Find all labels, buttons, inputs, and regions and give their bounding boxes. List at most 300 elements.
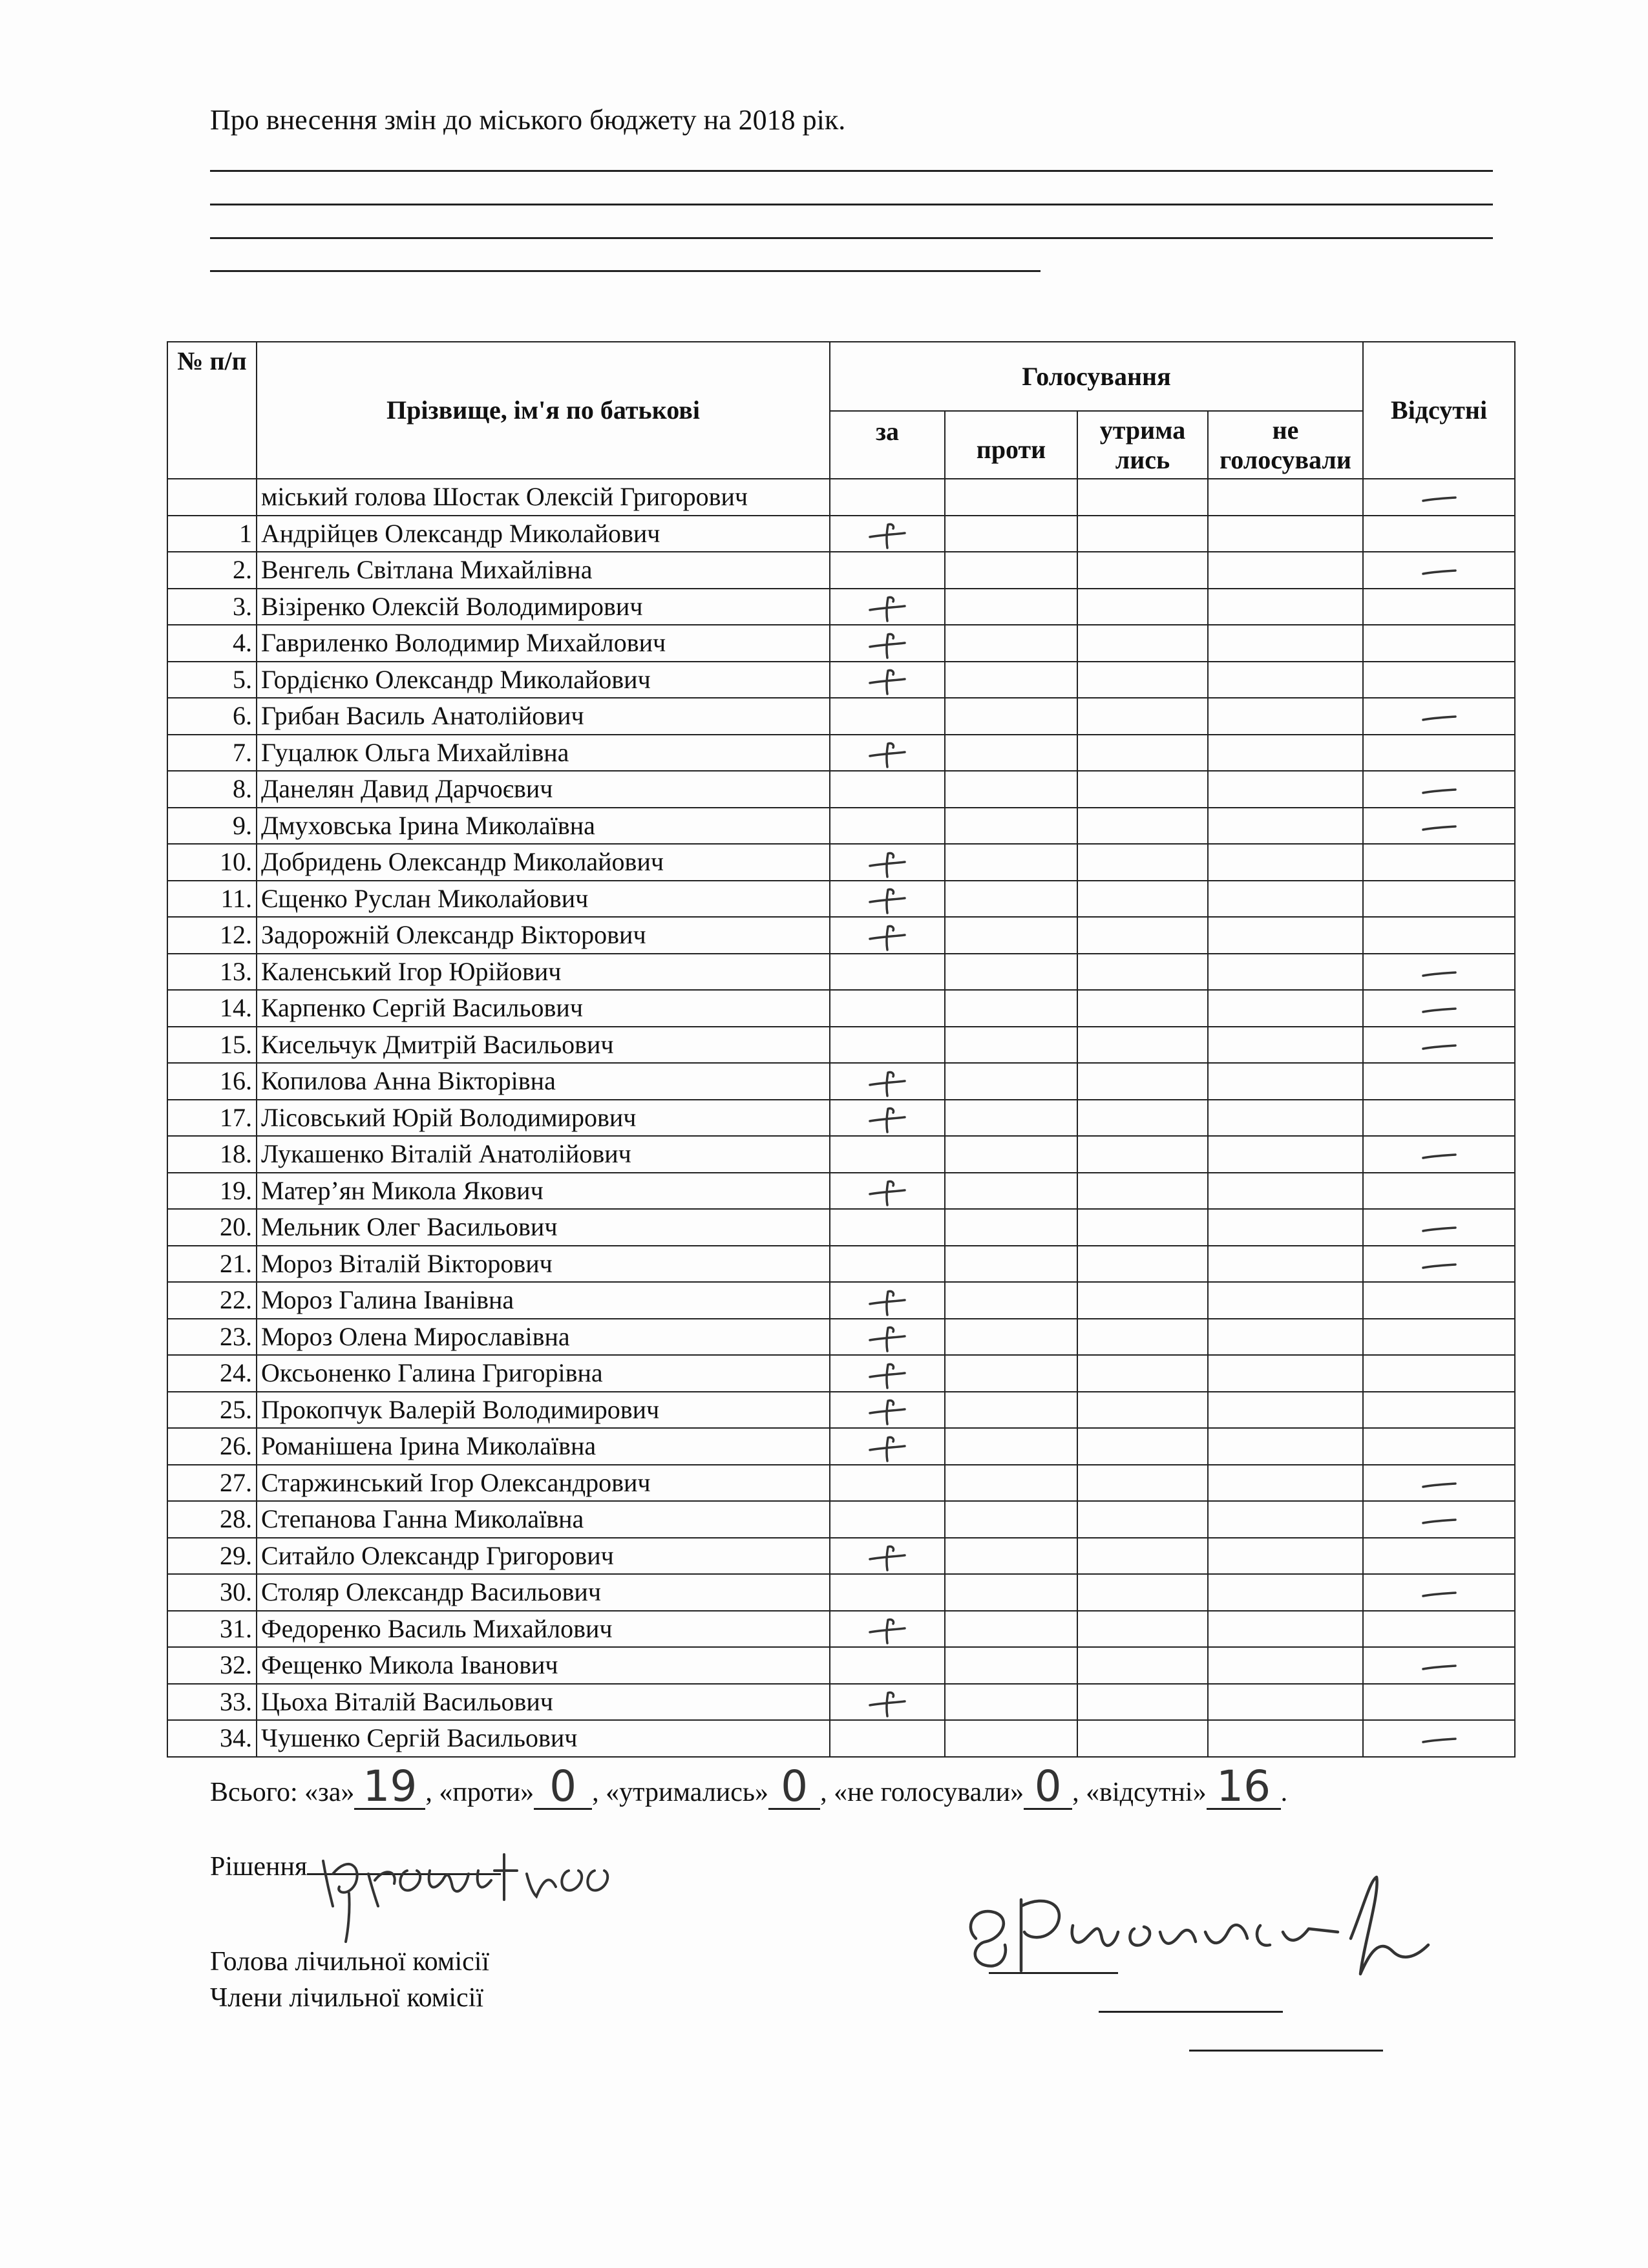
cell-abstained <box>1077 1209 1208 1246</box>
cell-absent <box>1363 1428 1515 1465</box>
cell-absent <box>1363 1136 1515 1173</box>
cell-abstained <box>1077 479 1208 516</box>
cell-for <box>830 479 945 516</box>
row-number: 33. <box>167 1684 257 1721</box>
cell-abstained <box>1077 1720 1208 1757</box>
cell-abstained <box>1077 954 1208 991</box>
cell-against <box>945 1392 1077 1429</box>
row-number: 8. <box>167 771 257 808</box>
cell-abstained <box>1077 1465 1208 1502</box>
cell-against <box>945 1246 1077 1283</box>
row-name: Лісовський Юрій Володимирович <box>257 1100 830 1137</box>
plus-mark-icon <box>865 628 910 657</box>
cell-not-voted <box>1208 552 1363 589</box>
row-number: 18. <box>167 1136 257 1173</box>
dash-mark-icon <box>1417 1723 1462 1752</box>
table-row <box>167 1027 1515 1064</box>
cell-for <box>830 1100 945 1137</box>
header-for: за <box>830 411 945 479</box>
cell-for <box>830 1246 945 1283</box>
cell-absent <box>1363 844 1515 881</box>
cell-abstained <box>1077 1100 1208 1137</box>
table-row <box>167 625 1515 662</box>
vote-summary <box>210 1761 1288 1811</box>
cell-abstained <box>1077 625 1208 662</box>
cell-against <box>945 1282 1077 1319</box>
cell-not-voted <box>1208 625 1363 662</box>
cell-against <box>945 1428 1077 1465</box>
cell-not-voted <box>1208 735 1363 772</box>
cell-abstained <box>1077 1173 1208 1210</box>
cell-abstained <box>1077 1428 1208 1465</box>
cell-against <box>945 1574 1077 1611</box>
cell-against <box>945 954 1077 991</box>
row-number <box>167 479 257 516</box>
cell-not-voted <box>1208 698 1363 735</box>
cell-not-voted <box>1208 1209 1363 1246</box>
table-row <box>167 1209 1515 1246</box>
cell-absent <box>1363 1100 1515 1137</box>
cell-not-voted <box>1208 881 1363 918</box>
cell-absent <box>1363 516 1515 552</box>
dash-mark-icon <box>1417 1504 1462 1533</box>
cell-not-voted <box>1208 1027 1363 1064</box>
cell-absent <box>1363 1574 1515 1611</box>
cell-against <box>945 990 1077 1027</box>
summary-end: . <box>1280 1778 1288 1807</box>
cell-not-voted <box>1208 1282 1363 1319</box>
plus-mark-icon <box>865 1285 910 1314</box>
row-name: Чушенко Сергій Васильович <box>257 1720 830 1757</box>
cell-abstained <box>1077 1246 1208 1283</box>
cell-against <box>945 479 1077 516</box>
cell-not-voted <box>1208 1647 1363 1684</box>
cell-for <box>830 735 945 772</box>
cell-against <box>945 808 1077 845</box>
plus-mark-icon <box>865 1431 910 1460</box>
row-name: Гордієнко Олександр Миколайович <box>257 662 830 698</box>
row-number: 22. <box>167 1282 257 1319</box>
cell-absent <box>1363 1611 1515 1648</box>
row-name: Фещенко Микола Іванович <box>257 1647 830 1684</box>
dash-mark-icon <box>1417 555 1462 584</box>
decision-handwriting <box>310 1835 672 1945</box>
cell-not-voted <box>1208 1136 1363 1173</box>
cell-abstained <box>1077 516 1208 552</box>
cell-abstained <box>1077 808 1208 845</box>
title-underline-2 <box>210 204 1493 205</box>
row-name: Гавриленко Володимир Михайлович <box>257 625 830 662</box>
dash-mark-icon <box>1417 1249 1462 1278</box>
plus-mark-icon <box>865 1358 910 1387</box>
cell-for <box>830 1538 945 1575</box>
cell-against <box>945 1319 1077 1356</box>
cell-against <box>945 1100 1077 1137</box>
cell-for <box>830 771 945 808</box>
cell-absent <box>1363 1063 1515 1100</box>
cell-against <box>945 844 1077 881</box>
cell-for <box>830 1501 945 1538</box>
cell-absent <box>1363 990 1515 1027</box>
commission-head-label: Голова лічильної комісії <box>210 1947 490 1977</box>
row-number: 31. <box>167 1611 257 1648</box>
dash-mark-icon <box>1417 957 1462 986</box>
cell-not-voted <box>1208 1574 1363 1611</box>
absent-count: 16 <box>1216 1761 1271 1811</box>
row-name: Оксьоненко Галина Григорівна <box>257 1355 830 1392</box>
cell-not-voted <box>1208 1501 1363 1538</box>
row-name: Мороз Олена Мирославівна <box>257 1319 830 1356</box>
plus-mark-icon <box>865 1175 910 1204</box>
row-number: 5. <box>167 662 257 698</box>
cell-against <box>945 625 1077 662</box>
cell-for <box>830 917 945 954</box>
member-signature-line-2 <box>1189 2050 1383 2052</box>
cell-for <box>830 1063 945 1100</box>
row-name: Каленський Ігор Юрійович <box>257 954 830 991</box>
dash-mark-icon <box>1417 701 1462 730</box>
cell-for <box>830 1465 945 1502</box>
row-number: 6. <box>167 698 257 735</box>
cell-not-voted <box>1208 1392 1363 1429</box>
cell-absent <box>1363 698 1515 735</box>
cell-for <box>830 954 945 991</box>
plus-mark-icon <box>865 920 910 949</box>
cell-abstained <box>1077 589 1208 625</box>
row-number: 19. <box>167 1173 257 1210</box>
cell-absent <box>1363 1684 1515 1721</box>
title-underline-3 <box>210 237 1493 239</box>
table-row <box>167 698 1515 735</box>
not-voted-count: 0 <box>1034 1761 1062 1811</box>
table-row <box>167 808 1515 845</box>
cell-for <box>830 1647 945 1684</box>
row-name: Лукашенко Віталій Анатолійович <box>257 1136 830 1173</box>
row-name: Мороз Віталій Вікторович <box>257 1246 830 1283</box>
table-row <box>167 735 1515 772</box>
row-name: Венгель Світлана Михайлівна <box>257 552 830 589</box>
cell-not-voted <box>1208 1173 1363 1210</box>
row-name: Матер’ян Микола Якович <box>257 1173 830 1210</box>
table-row <box>167 1319 1515 1356</box>
cell-abstained <box>1077 1684 1208 1721</box>
cell-for <box>830 625 945 662</box>
cell-for <box>830 1428 945 1465</box>
table-row <box>167 1246 1515 1283</box>
row-number: 29. <box>167 1538 257 1575</box>
cell-for <box>830 1720 945 1757</box>
row-number: 1 <box>167 516 257 552</box>
for-count: 19 <box>363 1761 417 1811</box>
summary-label-absent: , «відсутні» <box>1072 1778 1207 1807</box>
row-number: 17. <box>167 1100 257 1137</box>
cell-abstained <box>1077 735 1208 772</box>
dash-mark-icon <box>1417 993 1462 1022</box>
cell-against <box>945 771 1077 808</box>
cell-against <box>945 1501 1077 1538</box>
dash-mark-icon <box>1417 1212 1462 1241</box>
cell-not-voted <box>1208 917 1363 954</box>
cell-against <box>945 1538 1077 1575</box>
cell-absent <box>1363 479 1515 516</box>
row-name: Дмуховська Ірина Миколаївна <box>257 808 830 845</box>
cell-against <box>945 662 1077 698</box>
plus-mark-icon <box>865 1540 910 1570</box>
cell-absent <box>1363 1392 1515 1429</box>
cell-abstained <box>1077 1063 1208 1100</box>
cell-not-voted <box>1208 479 1363 516</box>
cell-absent <box>1363 1355 1515 1392</box>
cell-abstained <box>1077 881 1208 918</box>
cell-not-voted <box>1208 1538 1363 1575</box>
header-not-voted: не голосували <box>1208 411 1363 479</box>
dash-mark-icon <box>1417 1577 1462 1606</box>
against-count: 0 <box>549 1761 577 1811</box>
cell-against <box>945 1611 1077 1648</box>
cell-absent <box>1363 917 1515 954</box>
row-name: Федоренко Василь Михайлович <box>257 1611 830 1648</box>
summary-label-not-voted: , «не голосували» <box>820 1778 1024 1807</box>
table-row <box>167 1173 1515 1210</box>
cell-abstained <box>1077 698 1208 735</box>
summary-label-against: , «проти» <box>425 1778 534 1807</box>
dash-mark-icon <box>1417 1030 1462 1059</box>
plus-mark-icon <box>865 847 910 876</box>
cell-abstained <box>1077 1319 1208 1356</box>
row-name: Степанова Ганна Миколаївна <box>257 1501 830 1538</box>
cell-for <box>830 1611 945 1648</box>
table-row <box>167 516 1515 552</box>
row-number: 32. <box>167 1647 257 1684</box>
row-name: Мороз Галина Іванівна <box>257 1282 830 1319</box>
table-row <box>167 954 1515 991</box>
row-name: Андрійцев Олександр Миколайович <box>257 516 830 552</box>
row-number: 12. <box>167 917 257 954</box>
cell-abstained <box>1077 917 1208 954</box>
row-number: 11. <box>167 881 257 918</box>
cell-abstained <box>1077 1282 1208 1319</box>
cell-absent <box>1363 735 1515 772</box>
table-row <box>167 1684 1515 1721</box>
cell-for <box>830 1173 945 1210</box>
cell-absent <box>1363 552 1515 589</box>
cell-not-voted <box>1208 808 1363 845</box>
cell-for <box>830 516 945 552</box>
cell-against <box>945 1465 1077 1502</box>
plus-mark-icon <box>865 1394 910 1423</box>
cell-abstained <box>1077 1501 1208 1538</box>
cell-against <box>945 1063 1077 1100</box>
commission-members-label: Члени лічильної комісії <box>210 1983 484 2013</box>
row-name: Цьоха Віталій Васильович <box>257 1684 830 1721</box>
row-number: 26. <box>167 1428 257 1465</box>
header-abstained: утрима лись <box>1077 411 1208 479</box>
cell-against <box>945 1647 1077 1684</box>
plus-mark-icon <box>865 1613 910 1643</box>
commission-signature <box>950 1867 1532 2016</box>
table-row <box>167 917 1515 954</box>
cell-for <box>830 1355 945 1392</box>
row-name: Грибан Василь Анатолійович <box>257 698 830 735</box>
table-row <box>167 479 1515 516</box>
header-voting: Голосування <box>830 342 1363 411</box>
cell-abstained <box>1077 552 1208 589</box>
table-row <box>167 1465 1515 1502</box>
row-name: Візіренко Олексій Володимирович <box>257 589 830 625</box>
cell-abstained <box>1077 1611 1208 1648</box>
summary-label-abstained: , «утримались» <box>592 1778 769 1807</box>
dash-mark-icon <box>1417 1468 1462 1497</box>
cell-not-voted <box>1208 954 1363 991</box>
table-row <box>167 1428 1515 1465</box>
row-name: Мельник Олег Васильович <box>257 1209 830 1246</box>
row-number: 13. <box>167 954 257 991</box>
row-number: 10. <box>167 844 257 881</box>
cell-absent <box>1363 771 1515 808</box>
cell-abstained <box>1077 1392 1208 1429</box>
cell-absent <box>1363 1209 1515 1246</box>
table-row <box>167 1063 1515 1100</box>
row-number: 23. <box>167 1319 257 1356</box>
dash-mark-icon <box>1417 1650 1462 1679</box>
cell-not-voted <box>1208 1100 1363 1137</box>
cell-absent <box>1363 589 1515 625</box>
row-name: Прокопчук Валерій Володимирович <box>257 1392 830 1429</box>
row-name: Старжинський Ігор Олександрович <box>257 1465 830 1502</box>
cell-not-voted <box>1208 1063 1363 1100</box>
row-name: Копилова Анна Вікторівна <box>257 1063 830 1100</box>
table-row <box>167 1282 1515 1319</box>
cell-absent <box>1363 1647 1515 1684</box>
cell-not-voted <box>1208 1355 1363 1392</box>
row-name: Гуцалюк Ольга Михайлівна <box>257 735 830 772</box>
row-number: 24. <box>167 1355 257 1392</box>
cell-for <box>830 1392 945 1429</box>
cell-not-voted <box>1208 516 1363 552</box>
row-number: 7. <box>167 735 257 772</box>
cell-absent <box>1363 1173 1515 1210</box>
cell-absent <box>1363 1538 1515 1575</box>
cell-not-voted <box>1208 1246 1363 1283</box>
title-underline-4 <box>210 270 1041 272</box>
header-name: Прізвище, ім'я по батькові <box>257 342 830 479</box>
cell-for <box>830 662 945 698</box>
row-number: 30. <box>167 1574 257 1611</box>
cell-for <box>830 589 945 625</box>
cell-abstained <box>1077 1647 1208 1684</box>
table-row <box>167 1538 1515 1575</box>
title-underline-1 <box>210 170 1493 172</box>
document-title: Про внесення змін до міського бюджету на 2018 рік. <box>210 104 846 136</box>
cell-absent <box>1363 1465 1515 1502</box>
cell-for <box>830 698 945 735</box>
row-name: Ситайло Олександр Григорович <box>257 1538 830 1575</box>
cell-against <box>945 516 1077 552</box>
row-name: Єщенко Руслан Миколайович <box>257 881 830 918</box>
cell-not-voted <box>1208 771 1363 808</box>
cell-abstained <box>1077 1574 1208 1611</box>
cell-for <box>830 1136 945 1173</box>
cell-against <box>945 1209 1077 1246</box>
row-number: 14. <box>167 990 257 1027</box>
cell-not-voted <box>1208 990 1363 1027</box>
row-name: міський голова Шостак Олексій Григорович <box>257 479 830 516</box>
cell-absent <box>1363 1246 1515 1283</box>
row-number: 20. <box>167 1209 257 1246</box>
table-row <box>167 844 1515 881</box>
cell-absent <box>1363 662 1515 698</box>
cell-against <box>945 735 1077 772</box>
row-number: 28. <box>167 1501 257 1538</box>
dash-mark-icon <box>1417 482 1462 511</box>
cell-abstained <box>1077 1027 1208 1064</box>
cell-against <box>945 1027 1077 1064</box>
row-number: 3. <box>167 589 257 625</box>
dash-mark-icon <box>1417 774 1462 803</box>
row-name: Столяр Олександр Васильович <box>257 1574 830 1611</box>
cell-against <box>945 552 1077 589</box>
cell-absent <box>1363 1282 1515 1319</box>
row-number: 9. <box>167 808 257 845</box>
decision-label: Рішення <box>210 1852 308 1882</box>
plus-mark-icon <box>865 664 910 693</box>
voting-table <box>167 341 1516 1758</box>
cell-for <box>830 844 945 881</box>
cell-not-voted <box>1208 1684 1363 1721</box>
cell-for <box>830 1282 945 1319</box>
cell-against <box>945 698 1077 735</box>
cell-not-voted <box>1208 1465 1363 1502</box>
cell-not-voted <box>1208 589 1363 625</box>
cell-not-voted <box>1208 1428 1363 1465</box>
header-against: проти <box>945 411 1077 479</box>
cell-for <box>830 1574 945 1611</box>
cell-absent <box>1363 1319 1515 1356</box>
cell-absent <box>1363 1027 1515 1064</box>
table-row <box>167 552 1515 589</box>
cell-against <box>945 1355 1077 1392</box>
table-row <box>167 1501 1515 1538</box>
table-row <box>167 771 1515 808</box>
cell-abstained <box>1077 1538 1208 1575</box>
table-row <box>167 1136 1515 1173</box>
cell-abstained <box>1077 844 1208 881</box>
cell-absent <box>1363 808 1515 845</box>
cell-against <box>945 1684 1077 1721</box>
dash-mark-icon <box>1417 811 1462 840</box>
plus-mark-icon <box>865 518 910 547</box>
cell-for <box>830 1027 945 1064</box>
cell-absent <box>1363 1720 1515 1757</box>
row-name: Добридень Олександр Миколайович <box>257 844 830 881</box>
cell-for <box>830 808 945 845</box>
cell-absent <box>1363 954 1515 991</box>
row-number: 16. <box>167 1063 257 1100</box>
row-number: 25. <box>167 1392 257 1429</box>
cell-abstained <box>1077 1355 1208 1392</box>
plus-mark-icon <box>865 883 910 912</box>
row-name: Данелян Давид Дарчоєвич <box>257 771 830 808</box>
table-row <box>167 1574 1515 1611</box>
row-number: 15. <box>167 1027 257 1064</box>
cell-for <box>830 1684 945 1721</box>
summary-label-for: Всього: «за» <box>210 1778 355 1807</box>
plus-mark-icon <box>865 737 910 766</box>
row-name: Романішена Ірина Миколаївна <box>257 1428 830 1465</box>
cell-against <box>945 1136 1077 1173</box>
cell-not-voted <box>1208 662 1363 698</box>
header-absent: Відсутні <box>1363 342 1515 479</box>
